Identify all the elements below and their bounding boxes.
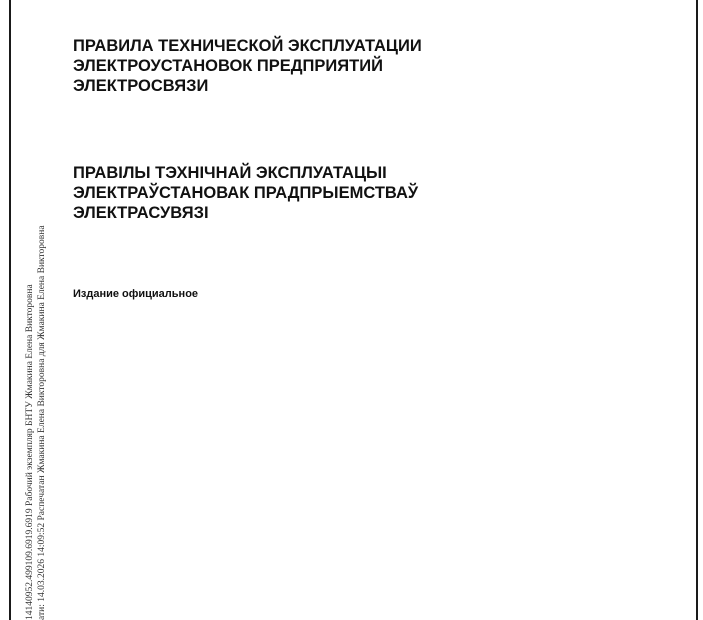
title-belarusian-line-3: ЭЛЕКТРАСУВЯЗІ xyxy=(73,204,209,222)
title-russian-line-1: ПРАВИЛА ТЕХНИЧЕСКОЙ ЭКСПЛУАТАЦИИ xyxy=(73,37,422,55)
title-belarusian-line-1: ПРАВІЛЫ ТЭХНІЧНАЙ ЭКСПЛУАТАЦЫІ xyxy=(73,164,387,182)
title-belarusian xyxy=(73,163,673,223)
page-right-border xyxy=(696,0,698,620)
title-russian-line-2: ЭЛЕКТРОУСТАНОВОК ПРЕДПРИЯТИЙ xyxy=(73,57,383,75)
watermark-line-2: ати: 14.03.2026 14:09:52 Распечатан Жмакина Елена Викторовна для Жмакина Елена Викторовна xyxy=(37,225,47,620)
edition-label: Издание официальное xyxy=(73,288,199,300)
title-belarusian-line-2: ЭЛЕКТРАЎСТАНОВАК ПРАДПРЫЕМСТВАЎ xyxy=(73,184,419,202)
title-russian-line-3: ЭЛЕКТРОСВЯЗИ xyxy=(73,77,209,95)
page-left-border xyxy=(9,0,11,620)
title-russian xyxy=(73,36,673,96)
watermark-line-1: 14140952.499109.6919.6919 Рабочий экземпляр БНТУ Жмакина Елена Викторовна xyxy=(25,284,35,620)
vertical-watermark xyxy=(21,100,49,620)
